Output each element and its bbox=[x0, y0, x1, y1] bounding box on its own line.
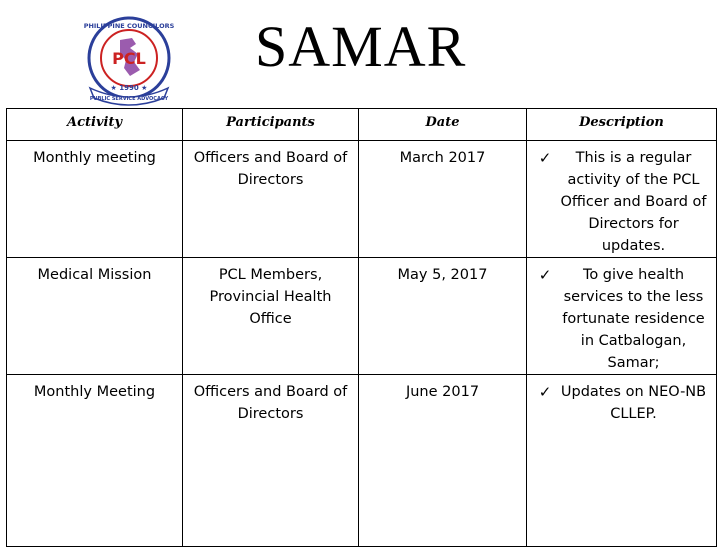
activities-table bbox=[6, 108, 717, 547]
date-cell: May 5, 2017 bbox=[359, 258, 527, 375]
page-title: SAMAR bbox=[255, 14, 467, 79]
activity-cell: Medical Mission bbox=[7, 258, 183, 375]
participants-cell: PCL Members, Provincial Health Office bbox=[183, 258, 359, 375]
participants-cell: Officers and Board of Directors bbox=[183, 141, 359, 258]
check-icon: ✓ bbox=[538, 149, 552, 167]
check-icon: ✓ bbox=[538, 383, 552, 401]
activity-cell: Monthly Meeting bbox=[7, 375, 183, 547]
description-cell bbox=[527, 141, 717, 258]
header-description: Description bbox=[527, 109, 717, 141]
header-date: Date bbox=[359, 109, 527, 141]
participants-cell: Officers and Board of Directors bbox=[183, 375, 359, 547]
description-text: To give health services to the less fortunate residence in Catbalogan, Samar; bbox=[562, 267, 705, 371]
svg-text:PCL: PCL bbox=[112, 49, 146, 68]
svg-text:PHILIPPINE COUNCILORS: PHILIPPINE COUNCILORS bbox=[83, 22, 175, 30]
description-text: Updates on NEO-NB CLLEP. bbox=[560, 384, 707, 422]
check-icon: ✓ bbox=[538, 266, 552, 284]
description-cell bbox=[527, 375, 717, 547]
date-cell: March 2017 bbox=[359, 141, 527, 258]
activity-cell: Monthly meeting bbox=[7, 141, 183, 258]
description-text: This is a regular activity of the PCL Officer and Board of Directors for updates. bbox=[560, 150, 707, 254]
date-cell: June 2017 bbox=[359, 375, 527, 547]
header-participants: Participants bbox=[183, 109, 359, 141]
header-activity: Activity bbox=[7, 109, 183, 141]
pcl-logo bbox=[80, 14, 178, 106]
table-header-row bbox=[7, 109, 717, 141]
table-row bbox=[7, 258, 717, 375]
pcl-seal-icon bbox=[80, 14, 178, 106]
svg-text:★ 1990 ★: ★ 1990 ★ bbox=[110, 84, 148, 92]
description-cell bbox=[527, 258, 717, 375]
svg-text:PUBLIC SERVICE ADVOCACY: PUBLIC SERVICE ADVOCACY bbox=[89, 96, 169, 102]
table-row bbox=[7, 141, 717, 258]
table-row bbox=[7, 375, 717, 547]
